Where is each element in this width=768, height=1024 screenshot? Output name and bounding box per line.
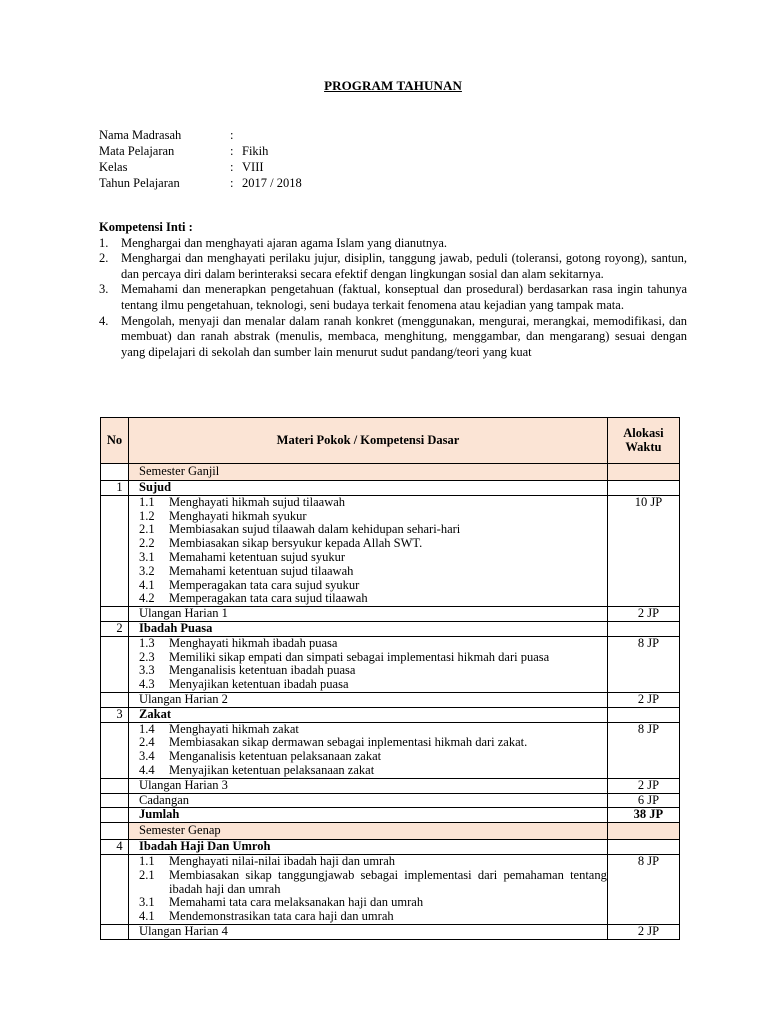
kd-number: 4.1: [139, 577, 155, 592]
kd-item: [139, 855, 607, 869]
kd-item: [139, 496, 607, 510]
info-value: Fikih: [242, 144, 269, 158]
kd-number: 1.2: [139, 508, 155, 523]
topic-row-label: Sujud: [129, 481, 608, 496]
info-label: Mata Pelajaran: [99, 144, 175, 158]
no-cell: 2: [101, 621, 129, 636]
kd-number: 1.3: [139, 635, 155, 650]
kd-number: 3.1: [139, 895, 155, 910]
header-alokasi-line1: Alokasi: [623, 425, 664, 440]
kd-number: 2.1: [139, 522, 155, 537]
ulangan-row-label: Ulangan Harian 2: [129, 692, 608, 707]
semester-genap-row: [101, 823, 680, 840]
ulangan-row-label: Ulangan Harian 1: [129, 607, 608, 622]
semester-label: Semester Genap: [129, 823, 608, 840]
topic-row-label: Zakat: [129, 707, 608, 722]
alokasi-cell: 6 JP: [607, 793, 679, 808]
ki-text: Memahami dan menerapkan pengetahuan (faktual, konseptual dan prosedural) berdasarkan rasa ingin tahunya tentang ilmu pengetahuan, teknologi, seni budaya terkait fenomena atau kejadian yang tampak mata.: [121, 282, 687, 312]
ki-item: [99, 236, 687, 252]
kd-text: Menghayati hikmah ibadah puasa: [169, 635, 338, 650]
kd-text: Membiasakan sikap bersyukur kepada Allah SWT.: [169, 536, 423, 551]
kd-number: 1.4: [139, 721, 155, 736]
info-separator: :: [230, 176, 234, 190]
kd-number: 3.1: [139, 549, 155, 564]
kd-text: Menghayati nilai-nilai ibadah haji dan umrah: [169, 853, 396, 868]
kd-item: [139, 664, 607, 678]
no-cell: [101, 464, 129, 481]
header-no: No: [101, 418, 129, 464]
kd-text: Membiasakan sujud tilaawah dalam kehidupan sehari-hari: [169, 522, 461, 537]
ki-number: 4.: [99, 313, 109, 328]
ki-number: 3.: [99, 282, 109, 297]
kd-item: [139, 592, 607, 606]
alokasi-cell: [607, 840, 679, 855]
semester-ganjil-row: [101, 464, 680, 481]
topic-row-label: Ibadah Haji Dan Umroh: [129, 840, 608, 855]
jumlah-row: [101, 808, 680, 823]
kd-item: [139, 750, 607, 764]
kd-number: 3.4: [139, 749, 155, 764]
kd-number: 4.2: [139, 591, 155, 606]
kd-number: 1.1: [139, 853, 155, 868]
table-header-row: [101, 418, 680, 464]
ki-text: Menghargai dan menghayati ajaran agama Islam yang dianutnya.: [121, 235, 448, 250]
kd-item: [139, 678, 607, 692]
kd-item: [139, 551, 607, 565]
alokasi-cell: 8 JP: [607, 722, 679, 778]
kd-item: [139, 896, 607, 910]
kd-item: [139, 579, 607, 593]
alokasi-cell: [607, 464, 679, 481]
kd-number: 3.3: [139, 663, 155, 678]
ki-heading: Kompetensi Inti :: [99, 220, 193, 234]
topic-row: [101, 621, 680, 636]
kd-row: [101, 854, 680, 924]
kd-number: 2.3: [139, 649, 155, 664]
alokasi-cell: 8 JP: [607, 854, 679, 924]
kd-list: [129, 495, 608, 606]
header-materi: Materi Pokok / Kompetensi Dasar: [129, 418, 608, 464]
ki-item: [99, 251, 687, 282]
alokasi-cell: 10 JP: [607, 495, 679, 606]
kd-item: [139, 565, 607, 579]
kd-text: Mendemonstrasikan tata cara haji dan umrah: [169, 909, 394, 924]
info-row-madrasah: [99, 127, 302, 143]
kd-item: [139, 869, 607, 897]
kd-row: [101, 722, 680, 778]
jumlah-row-label: Jumlah: [129, 808, 608, 823]
kd-text: Membiasakan sikap tanggungjawab sebagai implementasi dari pemahaman tentang ibadah haji dan umrah: [169, 867, 607, 896]
semester-label: Semester Ganjil: [129, 464, 608, 481]
kd-item: [139, 910, 607, 924]
topic-row-label: Ibadah Puasa: [129, 621, 608, 636]
kd-text: Memiliki sikap empati dan simpati sebagai implementasi hikmah dari puasa: [169, 649, 550, 664]
kd-list: [129, 854, 608, 924]
no-cell: [101, 692, 129, 707]
table-body: [101, 464, 680, 940]
kd-number: 3.2: [139, 563, 155, 578]
kd-text: Memahami ketentuan sujud syukur: [169, 549, 346, 564]
no-cell: 1: [101, 481, 129, 496]
kd-list: [129, 722, 608, 778]
kd-text: Menganalisis ketentuan pelaksanaan zakat: [169, 749, 382, 764]
cadangan-row: [101, 793, 680, 808]
kd-text: Menyajikan ketentuan ibadah puasa: [169, 677, 349, 692]
kd-row: [101, 636, 680, 692]
cadangan-row-label: Cadangan: [129, 793, 608, 808]
kd-text: Memahami tata cara melaksanakan haji dan umrah: [169, 895, 424, 910]
alokasi-cell: 2 JP: [607, 692, 679, 707]
no-cell: [101, 854, 129, 924]
ki-item: [99, 314, 687, 361]
ulangan-row: [101, 607, 680, 622]
no-cell: [101, 722, 129, 778]
kd-text: Menyajikan ketentuan pelaksanaan zakat: [169, 762, 375, 777]
kd-number: 1.1: [139, 494, 155, 509]
kd-item: [139, 723, 607, 737]
kd-item: [139, 736, 607, 750]
info-label: Kelas: [99, 160, 128, 174]
alokasi-cell: [607, 823, 679, 840]
no-cell: [101, 823, 129, 840]
no-cell: 4: [101, 840, 129, 855]
ki-number: 1.: [99, 235, 109, 250]
alokasi-cell: 2 JP: [607, 607, 679, 622]
ulangan-row: [101, 778, 680, 793]
info-label: Nama Madrasah: [99, 128, 182, 142]
identity-block: [99, 127, 302, 191]
ulangan-row: [101, 924, 680, 939]
alokasi-cell: 8 JP: [607, 636, 679, 692]
info-separator: :: [230, 160, 234, 174]
kd-number: 4.1: [139, 909, 155, 924]
no-cell: [101, 495, 129, 606]
info-row-tahun-pelajaran: [99, 175, 302, 191]
page-title: PROGRAM TAHUNAN: [324, 78, 462, 93]
kd-number: 2.2: [139, 536, 155, 551]
kd-item: [139, 651, 607, 665]
alokasi-cell: [607, 621, 679, 636]
topic-row: [101, 840, 680, 855]
program-table: [100, 417, 680, 940]
info-separator: :: [230, 128, 234, 142]
kd-list: [129, 636, 608, 692]
header-alokasi-line2: Waktu: [625, 439, 662, 454]
kd-item: [139, 764, 607, 778]
ki-number: 2.: [99, 251, 109, 266]
ulangan-row-label: Ulangan Harian 3: [129, 778, 608, 793]
kompetensi-inti: [99, 220, 687, 360]
topic-row: [101, 707, 680, 722]
kd-item: [139, 637, 607, 651]
kd-number: 4.3: [139, 677, 155, 692]
ki-text: Menghargai dan menghayati perilaku jujur, disiplin, tanggung jawab, peduli (toleransi, gotong royong), santun, dan percaya diri dalam berinteraksi secara efektif dengan lingkungan sosial dan alam sekitarnya.: [121, 251, 687, 281]
kd-row: [101, 495, 680, 606]
kd-item: [139, 523, 607, 537]
info-row-kelas: [99, 159, 302, 175]
kd-text: Membiasakan sikap dermawan sebagai inplementasi hikmah dari zakat.: [169, 735, 528, 750]
kd-text: Menghayati hikmah zakat: [169, 721, 299, 736]
kd-text: Menganalisis ketentuan ibadah puasa: [169, 663, 356, 678]
no-cell: [101, 793, 129, 808]
kd-text: Menghayati hikmah syukur: [169, 508, 307, 523]
kd-text: Memperagakan tata cara sujud syukur: [169, 577, 360, 592]
kd-text: Menghayati hikmah sujud tilaawah: [169, 494, 346, 509]
alokasi-cell: [607, 707, 679, 722]
no-cell: [101, 607, 129, 622]
alokasi-cell: 2 JP: [607, 778, 679, 793]
info-value: VIII: [242, 160, 264, 174]
no-cell: [101, 924, 129, 939]
kd-item: [139, 537, 607, 551]
ki-text: Mengolah, menyaji dan menalar dalam ranah konkret (menggunakan, mengurai, merangkai, memodifikasi, dan membuat) dan ranah abstrak (menulis, membaca, menghitung, menggambar, dan mengarang) sesuai dengan yang dipelajari di sekolah dan sumber lain menurut sudut pandang/teori yang kuat: [121, 313, 687, 359]
ki-item: [99, 282, 687, 313]
header-alokasi: [607, 418, 679, 464]
kd-item: [139, 510, 607, 524]
ulangan-row: [101, 692, 680, 707]
info-separator: :: [230, 144, 234, 158]
no-cell: [101, 636, 129, 692]
info-label: Tahun Pelajaran: [99, 176, 180, 190]
alokasi-cell: [607, 481, 679, 496]
alokasi-cell: 2 JP: [607, 924, 679, 939]
topic-row: [101, 481, 680, 496]
no-cell: [101, 778, 129, 793]
kd-number: 2.4: [139, 735, 155, 750]
info-value: 2017 / 2018: [242, 176, 302, 190]
no-cell: [101, 808, 129, 823]
kd-text: Memperagakan tata cara sujud tilaawah: [169, 591, 368, 606]
no-cell: 3: [101, 707, 129, 722]
kd-number: 4.4: [139, 762, 155, 777]
kd-text: Memahami ketentuan sujud tilaawah: [169, 563, 354, 578]
alokasi-cell: 38 JP: [607, 808, 679, 823]
info-row-mata-pelajaran: [99, 143, 302, 159]
kd-number: 2.1: [139, 867, 155, 882]
ulangan-row-label: Ulangan Harian 4: [129, 924, 608, 939]
